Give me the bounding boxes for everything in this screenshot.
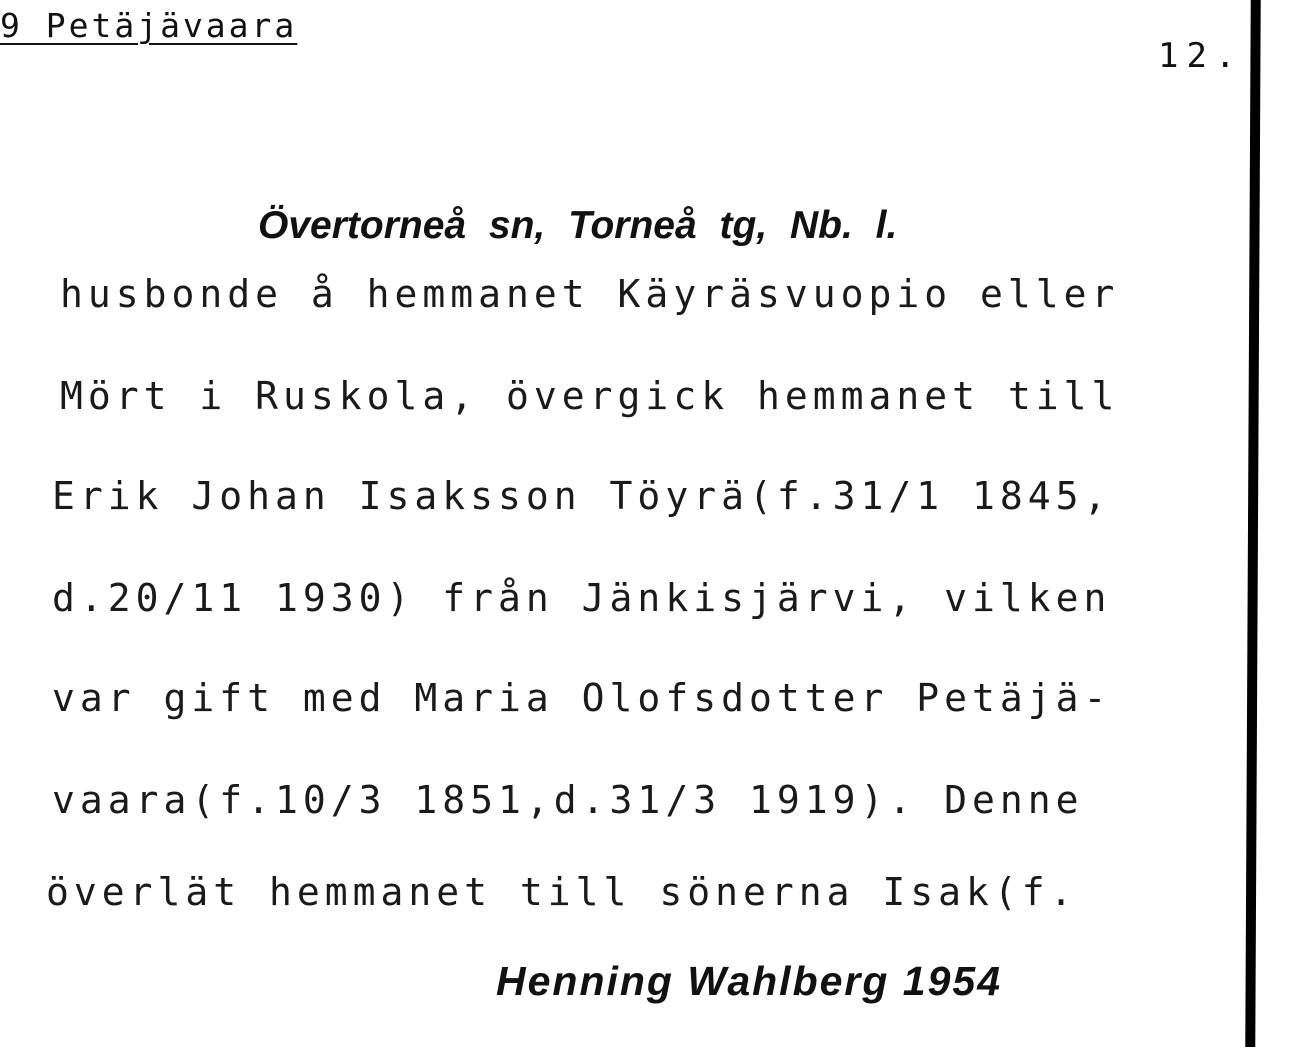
- card-edge-divider: [1245, 0, 1260, 1047]
- author-stamp: Henning Wahlberg 1954: [496, 958, 1003, 1004]
- body-line: var gift med Maria Olofsdotter Petäjä-: [52, 676, 1112, 720]
- body-line: husbonde å hemmanet Käyräsvuopio eller: [60, 272, 1120, 316]
- body-line: vaara(f.10/3 1851,d.31/3 1919). Denne: [52, 778, 1084, 822]
- place-name-heading: 9 Petäjävaara: [0, 6, 298, 45]
- card-number: 12.: [1158, 36, 1244, 76]
- body-line: Mört i Ruskola, övergick hemmanet till: [60, 374, 1120, 418]
- parish-stamp: Övertorneå sn, Torneå tg, Nb. l.: [258, 204, 898, 247]
- body-line: överlät hemmanet till sönerna Isak(f.: [46, 870, 1078, 914]
- body-line: d.20/11 1930) från Jänkisjärvi, vilken: [52, 576, 1112, 620]
- body-line: Erik Johan Isaksson Töyrä(f.31/1 1845,: [52, 474, 1112, 518]
